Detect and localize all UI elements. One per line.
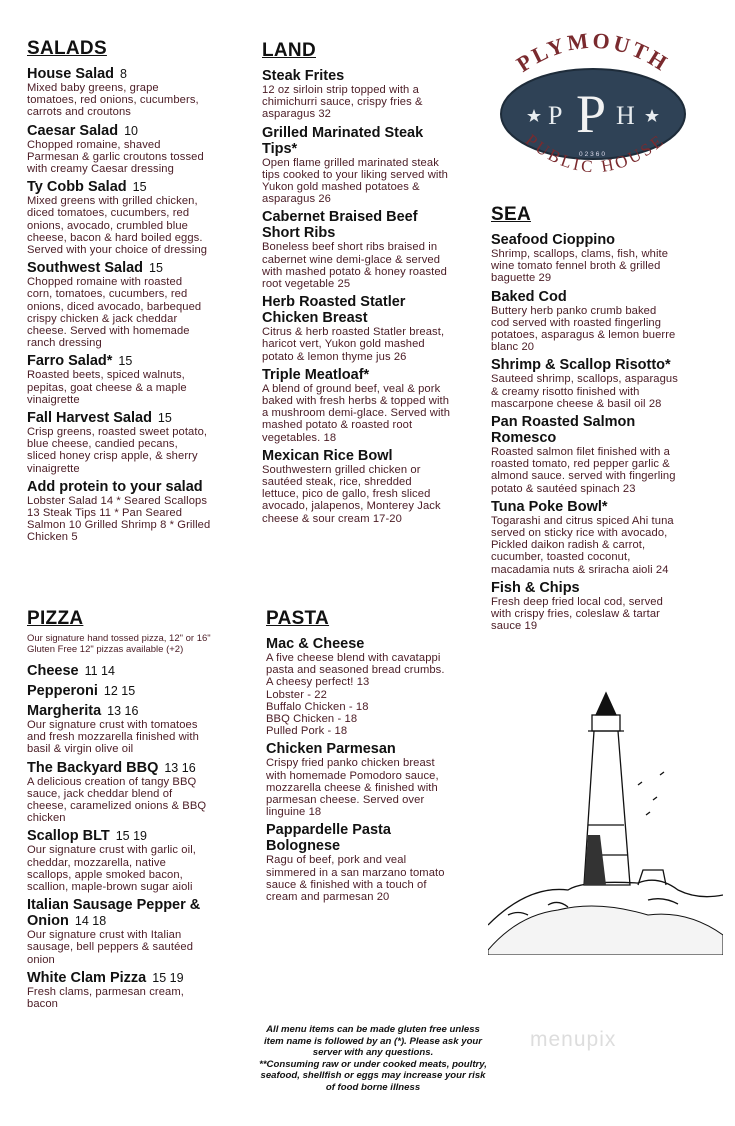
item-name: Chicken Parmesan — [266, 741, 396, 758]
menu-item — [27, 760, 242, 825]
section-note: Our signature hand tossed pizza, 12" or 16" Gluten Free 12" pizzas available (+2) — [27, 633, 211, 655]
item-name: Farro Salad* — [27, 353, 113, 370]
item-price: 11 14 — [84, 664, 115, 678]
item-description: Chopped romaine with roasted corn, tomatoes, cucumbers, red onions, diced avocado, barbequed crispy chicken & jack cheddar cheese. Served with homemade ranch dressing — [27, 276, 202, 350]
pasta-section — [266, 608, 481, 907]
item-name: Tuna Poke Bowl* — [491, 498, 608, 515]
item-name: Pappardelle Pasta Bolognese — [266, 822, 391, 855]
item-name-row — [27, 353, 242, 369]
item-name-row — [27, 123, 242, 139]
menu-item — [27, 410, 242, 475]
item-description: Chopped romaine, shaved Parmesan & garlic croutons tossed with creamy Caesar dressing — [27, 138, 204, 176]
item-name-row — [262, 367, 482, 383]
item-name: Mac & Cheese — [266, 636, 365, 652]
item-name-row — [262, 68, 482, 84]
logo-small-p: P — [548, 101, 563, 130]
item-name-row — [27, 683, 242, 699]
item-description: Fresh clams, parmesan cream, bacon — [27, 985, 184, 1011]
menu-item — [266, 741, 481, 818]
item-name-row — [491, 580, 726, 596]
menu-item — [266, 636, 481, 737]
item-description: Sauteed shrimp, scallops, asparagus & creamy risotto finished with mascarpone cheese & basil oil 28 — [491, 373, 678, 410]
menu-item — [27, 828, 242, 893]
item-description: Buttery herb panko crumb baked cod served with roasted fingerling potatoes, asparagus & lemon buerre blanc 20 — [491, 304, 676, 354]
item-price: 8 — [120, 67, 127, 81]
item-name: Fish & Chips — [491, 579, 580, 596]
section-title: SALADS — [27, 38, 107, 59]
item-price: 10 — [124, 123, 138, 138]
lighthouse-illustration — [488, 685, 723, 955]
sea-section — [491, 204, 726, 636]
item-name-row — [27, 760, 242, 776]
item-description: Fresh deep fried local cod, served with crispy fries, coleslaw & tartar sauce 19 — [491, 595, 663, 633]
menu-item — [491, 357, 726, 410]
item-name-row — [491, 232, 726, 248]
item-name: Shrimp & Scallop Risotto* — [491, 357, 671, 374]
item-name: Cabernet Braised Beef Short Ribs — [262, 209, 418, 242]
menu-item — [27, 353, 242, 406]
item-price: 15 19 — [115, 829, 147, 844]
item-name-row — [262, 294, 482, 326]
pizza-section — [27, 608, 242, 1014]
item-name: Pan Roasted Salmon Romesco — [491, 414, 636, 447]
item-name-row — [27, 410, 242, 426]
logo-big-p: P — [576, 84, 607, 144]
item-name-row — [27, 179, 242, 195]
item-description: Shrimp, scallops, clams, fish, white wine tomato fennel broth & grilled baguette 29 — [491, 248, 669, 285]
item-name: Italian Sausage Pepper & Onion — [27, 897, 201, 930]
item-name-row — [491, 289, 726, 305]
item-description: Roasted salmon filet finished with a roasted tomato, red pepper garlic & almond sauce. served with fingerling potato & sautéed spinach 23 — [491, 446, 676, 495]
section-title: SEA — [491, 204, 531, 225]
item-description: Our signature crust with garlic oil, cheddar, mozzarella, native scallops, apple smoked bacon, scallion, maple-brown sugar aioli — [27, 844, 196, 894]
item-name-row — [266, 636, 481, 652]
item-name-row — [491, 499, 726, 515]
logo-h: H — [616, 101, 635, 130]
item-name-row — [27, 479, 242, 495]
item-name-row — [27, 897, 242, 929]
menu-item — [27, 123, 242, 176]
item-name: Steak Frites — [262, 68, 345, 84]
item-name: Add protein to your salad — [27, 478, 203, 495]
item-price: 15 — [132, 180, 147, 195]
item-name-row — [27, 663, 242, 679]
item-name-row — [266, 822, 481, 854]
item-name-row — [491, 357, 726, 373]
section-title: PASTA — [266, 608, 330, 629]
menu-item — [491, 232, 726, 285]
logo-bottom-text: PUBLIC HOUSE — [521, 129, 669, 177]
item-description: Crisp greens, roasted sweet potato, blue cheese, candied pecans, sliced honey crisp apple, & sherry vinaigrette — [27, 426, 208, 475]
menu-item — [491, 414, 726, 495]
logo-top-text: PLYMOUTH — [511, 27, 675, 77]
item-name: Triple Meatloaf* — [262, 366, 370, 383]
item-name: Mexican Rice Bowl — [262, 447, 393, 464]
item-name: White Clam Pizza — [27, 969, 147, 986]
menu-item — [262, 209, 482, 290]
section-title: PIZZA — [27, 608, 84, 629]
item-name-row — [27, 828, 242, 844]
item-name: Caesar Salad — [27, 122, 119, 139]
item-name-row — [262, 125, 482, 157]
item-description: Lobster Salad 14 * Seared Scallops 13 Steak Tips 11 * Pan Seared Salmon 10 Grilled Shrimp 8 * Grilled Chicken 5 — [27, 494, 211, 544]
logo-zip: 02360 — [578, 151, 608, 158]
menu-item — [27, 703, 242, 756]
menu-item — [27, 66, 242, 119]
menu-item — [27, 663, 242, 679]
menu-item — [27, 970, 242, 1010]
menu-item — [27, 260, 242, 349]
item-description: A five cheese blend with cavatappi pasta and seasoned bread crumbs. A cheesy perfect! 13 Lobster - 22 Buffalo Chicken - 18 BBQ Chicken - 18 Pulled Pork - 18 — [266, 652, 445, 738]
item-name: The Backyard BBQ — [27, 759, 159, 776]
plymouth-public-house-logo — [488, 18, 698, 188]
item-name: Pepperoni — [27, 683, 98, 699]
item-price: 15 19 — [152, 970, 184, 985]
item-name: Baked Cod — [491, 288, 567, 305]
menu-item — [491, 580, 726, 633]
item-name-row — [262, 209, 482, 241]
menu-item — [262, 294, 482, 363]
item-price: 14 18 — [74, 914, 107, 929]
item-name: Cheese — [27, 663, 79, 679]
item-price: 15 — [157, 411, 172, 426]
menu-item — [262, 367, 482, 444]
item-price: 15 — [149, 261, 163, 276]
menu-item — [262, 448, 482, 525]
item-description: Roasted beets, spiced walnuts, pepitas, goat cheese & a maple vinaigrette — [27, 369, 187, 406]
item-name-row — [266, 741, 481, 757]
item-description: Togarashi and citrus spiced Ahi tuna served on sticky rice with avocado, Pickled daikon radish & carrot, cucumber, toasted coconut, macadamia nuts & sriracha aioli 24 — [491, 514, 674, 576]
menu-item — [266, 822, 481, 903]
item-description: Open flame grilled marinated steak tips cooked to your liking served with Yukon gold mashed potatoes & asparagus 26 — [262, 156, 448, 206]
item-name-row — [262, 448, 482, 464]
menu-item — [27, 683, 242, 699]
item-price: 15 — [118, 354, 133, 369]
allergy-footer-note: All menu items can be made gluten free unless item name is followed by an (*). Please ask your server with any questions. **Consuming raw or under cooked meats, poultry, seafood, shellfish or eggs may increase your risk of food borne illness — [259, 1024, 487, 1093]
item-price: 13 16 — [107, 704, 139, 718]
item-name-row — [27, 260, 242, 276]
item-description: A blend of ground beef, veal & pork baked with fresh herbs & topped with a mushroom demi-glace. Served with mashed potato & roasted root vegetables. 18 — [262, 382, 451, 444]
item-name-row — [27, 66, 242, 82]
item-description: 12 oz sirloin strip topped with a chimichurri sauce, crispy fries & asparagus 32 — [262, 84, 423, 121]
item-description: A delicious creation of tangy BBQ sauce, jack cheddar blend of cheese, caramelized onions & BBQ chicken — [27, 775, 207, 825]
item-name: Herb Roasted Statler Chicken Breast — [262, 294, 406, 327]
item-name: Fall Harvest Salad — [27, 410, 152, 427]
menu-item — [27, 179, 242, 256]
item-description: Our signature crust with Italian sausage, bell peppers & sautéed onion — [27, 929, 194, 966]
item-description: Boneless beef short ribs braised in cabernet wine demi-glace & served with mashed potato & honey roasted root vegetable 25 — [262, 241, 447, 291]
item-name-row — [491, 414, 726, 446]
menu-item — [262, 125, 482, 206]
item-name-row — [27, 703, 242, 719]
item-name: Southwest Salad — [27, 260, 144, 277]
item-name: Ty Cobb Salad — [27, 179, 127, 196]
item-name: House Salad — [27, 66, 115, 82]
item-name: Grilled Marinated Steak Tips* — [262, 124, 424, 157]
item-name: Margherita — [27, 703, 102, 719]
item-description: Mixed greens with grilled chicken, diced tomatoes, cucumbers, red onions, avocado, crumbled blue cheese, bacon & hard boiled eggs. Served with your choice of dressing — [27, 195, 208, 257]
menupix-watermark: menupix — [530, 1028, 617, 1051]
menu-item — [27, 479, 242, 544]
item-description: Mixed baby greens, grape tomatoes, red onions, cucumbers, carrots and croutons — [27, 82, 199, 119]
item-description: Our signature crust with tomatoes and fresh mozzarella finished with basil & virgin olive oil — [27, 719, 199, 756]
menu-item — [262, 68, 482, 121]
salads-section — [27, 38, 242, 548]
item-description: Citrus & herb roasted Statler breast, haricot vert, Yukon gold mashed potato & lemon thyme jus 26 — [262, 326, 445, 363]
menu-item — [491, 499, 726, 576]
item-description: Southwestern grilled chicken or sautéed steak, rice, shredded lettuce, pico de gallo, fresh sliced avocado, jalapenos, Monterey Jack cheese & sour cream 17-20 — [262, 463, 441, 525]
item-description: Ragu of beef, pork and veal simmered in a san marzano tomato sauce & finished with a touch of cream and parmesan 20 — [266, 854, 445, 904]
item-name-row — [27, 970, 242, 986]
item-description: Crispy fried panko chicken breast with homemade Pomodoro sauce, mozzarella cheese & finished with parmesan cheese. Served over linguine 18 — [266, 757, 439, 819]
item-name: Scallop BLT — [27, 828, 110, 845]
section-title: LAND — [262, 40, 316, 61]
menu-item — [491, 289, 726, 354]
item-price: 13 16 — [164, 760, 196, 775]
menu-item — [27, 897, 242, 966]
item-price: 12 15 — [103, 684, 136, 698]
item-name: Seafood Cioppino — [491, 232, 616, 248]
land-section — [262, 40, 482, 529]
